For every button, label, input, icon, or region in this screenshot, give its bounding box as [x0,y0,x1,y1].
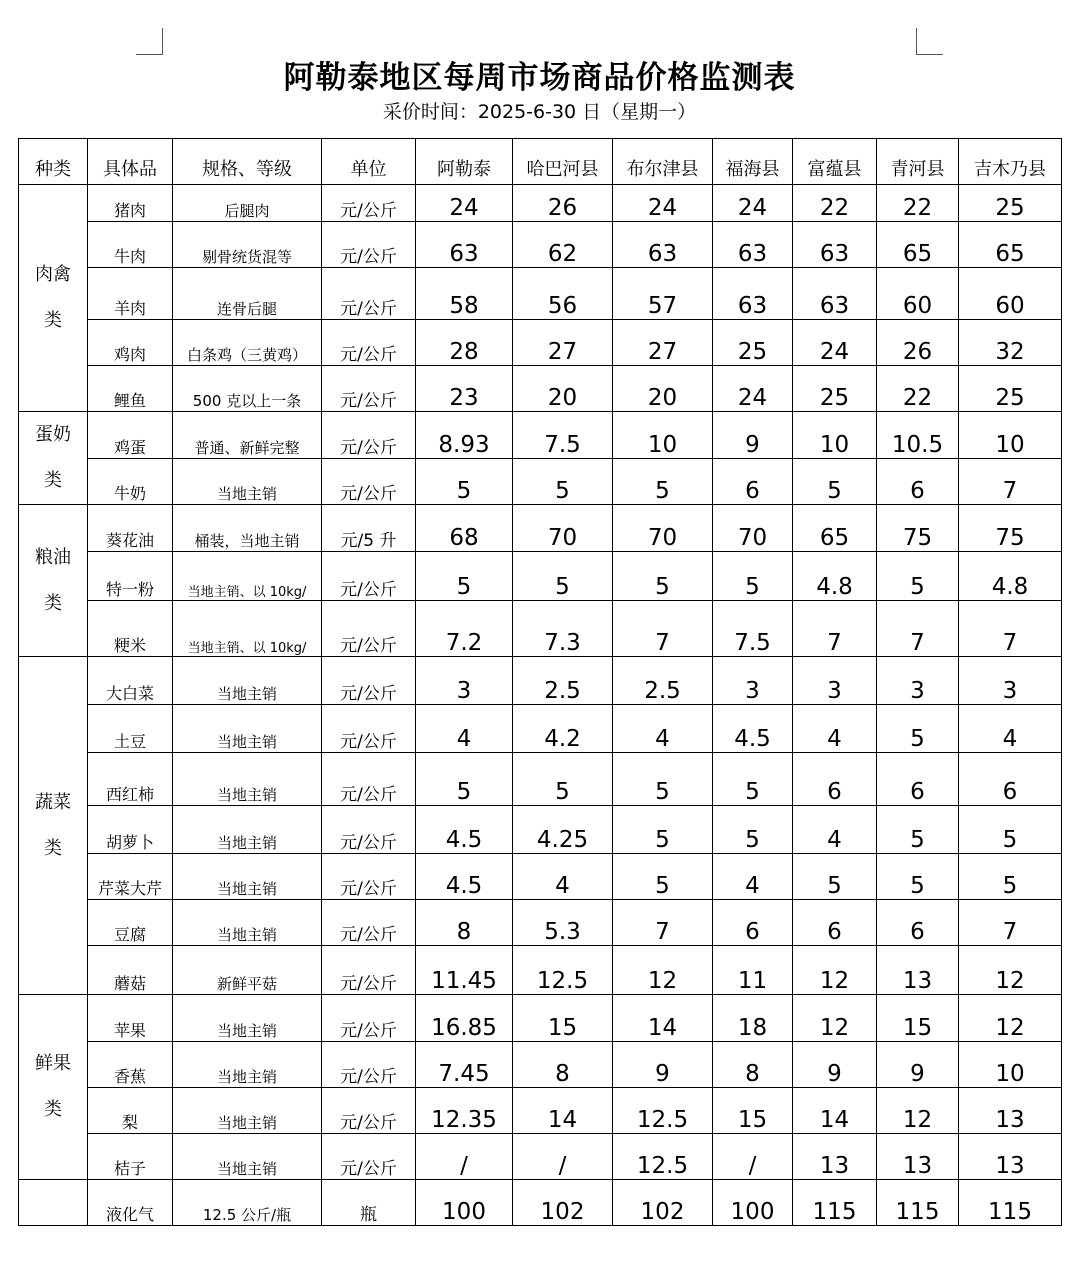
spec-cell: 当地主销 [173,995,322,1042]
column-header: 吉木乃县 [959,139,1062,185]
price-cell: 102 [513,1180,613,1226]
price-cell: 6 [877,458,959,505]
table-row [19,552,1062,601]
price-cell: 6 [713,900,793,946]
unit-cell: 元/公斤 [322,900,416,946]
item-name-cell: 大白菜 [88,657,173,705]
price-cell: 115 [959,1180,1062,1226]
unit-cell: 元/公斤 [322,185,416,222]
price-cell: 7 [613,601,713,657]
price-cell: 63 [713,268,793,320]
unit-cell: 元/公斤 [322,1134,416,1180]
price-cell: 4 [613,705,713,753]
price-cell: 16.85 [416,995,513,1042]
category-label-line: 蛋奶 [35,424,71,445]
price-cell: 15 [513,995,613,1042]
price-cell: 5 [513,458,613,505]
price-cell: 6 [959,753,1062,806]
unit-cell: 元/公斤 [322,222,416,268]
item-name-cell: 芹菜大芹 [88,854,173,900]
price-cell: 25 [793,366,877,412]
category-cell [19,995,88,1180]
price-cell: 5 [877,705,959,753]
column-header: 哈巴河县 [513,139,613,185]
price-cell: 6 [713,458,793,505]
price-cell: 4 [713,854,793,900]
price-cell: 9 [613,1042,713,1088]
unit-cell: 元/公斤 [322,552,416,601]
price-cell: 56 [513,268,613,320]
price-cell: 22 [793,185,877,222]
table-row [19,657,1062,705]
price-cell: 32 [959,320,1062,366]
price-cell: 5 [713,806,793,854]
item-name-cell: 胡萝卜 [88,806,173,854]
unit-cell: 元/公斤 [322,657,416,705]
spec-cell: 当地主销 [173,458,322,505]
item-name-cell: 桔子 [88,1134,173,1180]
price-cell: 24 [416,185,513,222]
price-cell: 5 [513,753,613,806]
price-cell: 100 [713,1180,793,1226]
price-cell: 27 [513,320,613,366]
price-cell: 5 [613,552,713,601]
price-cell: 70 [713,505,793,552]
price-cell: 10 [793,412,877,459]
price-cell: 12 [959,995,1062,1042]
category-cell [19,412,88,505]
price-cell: 13 [793,1134,877,1180]
price-cell: 3 [713,657,793,705]
table-row [19,1088,1062,1134]
price-cell: 2.5 [513,657,613,705]
price-cell: 7.2 [416,601,513,657]
spec-cell: 当地主销 [173,1088,322,1134]
price-cell: 12 [959,946,1062,995]
price-cell: 5 [613,458,713,505]
category-cell [19,657,88,995]
table-row [19,1180,1062,1226]
price-cell: 13 [877,1134,959,1180]
price-cell: 8 [416,900,513,946]
table-row [19,1134,1062,1180]
table-row [19,900,1062,946]
spec-cell: 连骨后腿 [173,268,322,320]
price-cell: 24 [713,366,793,412]
unit-cell: 元/公斤 [322,601,416,657]
category-label-line: 肉禽 [35,264,71,285]
column-header: 阿勒泰 [416,139,513,185]
price-cell: / [713,1134,793,1180]
price-cell: 22 [877,366,959,412]
table-row [19,1042,1062,1088]
spec-cell: 桶装，当地主销 [173,505,322,552]
price-cell: 12.5 [513,946,613,995]
price-cell: 22 [877,185,959,222]
price-cell: 13 [959,1088,1062,1134]
price-cell: 11.45 [416,946,513,995]
page-corner-mark-left [136,28,163,55]
price-cell: 28 [416,320,513,366]
price-cell: 7 [877,601,959,657]
item-name-cell: 豆腐 [88,900,173,946]
table-row [19,268,1062,320]
price-cell: 57 [613,268,713,320]
price-cell: 4 [959,705,1062,753]
category-label-line: 粮油 [35,546,71,568]
price-cell: 63 [613,222,713,268]
price-cell: 7 [793,601,877,657]
page-corner-mark-right [916,28,943,55]
table-row [19,320,1062,366]
category-label-line: 鲜果 [35,1053,71,1074]
price-cell: 63 [793,222,877,268]
category-cell [19,1180,88,1226]
column-header: 单位 [322,139,416,185]
price-cell: 3 [959,657,1062,705]
price-cell: 26 [513,185,613,222]
price-cell: 6 [877,753,959,806]
table-row [19,946,1062,995]
price-cell: 4 [416,705,513,753]
price-cell: 5 [416,552,513,601]
table-header-row [19,139,1062,185]
item-name-cell: 西红柿 [88,753,173,806]
spec-cell: 当地主销、以 10kg/ [173,552,322,601]
price-cell: 70 [513,505,613,552]
item-name-cell: 牛奶 [88,458,173,505]
price-cell: 115 [877,1180,959,1226]
item-name-cell: 梨 [88,1088,173,1134]
price-cell: 26 [877,320,959,366]
spec-cell: 当地主销 [173,806,322,854]
price-cell: 4.8 [793,552,877,601]
spec-cell: 新鲜平菇 [173,946,322,995]
table-row [19,412,1062,459]
price-cell: 5 [613,854,713,900]
category-label-line: 类 [44,310,62,331]
table-row [19,854,1062,900]
unit-cell: 元/公斤 [322,995,416,1042]
spec-cell: 当地主销 [173,705,322,753]
item-name-cell: 特一粉 [88,552,173,601]
unit-cell: 元/公斤 [322,412,416,459]
item-name-cell: 鸡肉 [88,320,173,366]
unit-cell: 元/公斤 [322,1042,416,1088]
category-cell [19,185,88,412]
price-cell: 4 [793,705,877,753]
price-cell: 9 [713,412,793,459]
price-table [18,138,1062,1226]
price-cell: 10.5 [877,412,959,459]
item-name-cell: 液化气 [88,1180,173,1226]
price-cell: 12 [613,946,713,995]
table-row [19,806,1062,854]
price-cell: 10 [959,1042,1062,1088]
price-cell: 24 [793,320,877,366]
price-cell: 5 [416,753,513,806]
price-cell: 11 [713,946,793,995]
price-cell: 7 [959,601,1062,657]
unit-cell: 元/公斤 [322,705,416,753]
price-cell: 7 [959,458,1062,505]
price-cell: 62 [513,222,613,268]
unit-cell: 元/公斤 [322,366,416,412]
item-name-cell: 香蕉 [88,1042,173,1088]
price-cell: 27 [613,320,713,366]
price-cell: 4 [793,806,877,854]
table-row [19,995,1062,1042]
item-name-cell: 葵花油 [88,505,173,552]
item-name-cell: 猪肉 [88,185,173,222]
price-cell: 58 [416,268,513,320]
price-cell: 75 [877,505,959,552]
price-cell: 20 [613,366,713,412]
table-row [19,366,1062,412]
price-cell: 63 [416,222,513,268]
price-cell: 4.8 [959,552,1062,601]
spec-cell: 500 克以上一条 [173,366,322,412]
price-cell: 75 [959,505,1062,552]
category-label-line: 类 [44,470,62,491]
price-cell: 24 [613,185,713,222]
price-cell: 15 [713,1088,793,1134]
table-row [19,458,1062,505]
item-name-cell: 蘑菇 [88,946,173,995]
spec-cell: 当地主销 [173,753,322,806]
price-cell: 68 [416,505,513,552]
unit-cell: 元/5 升 [322,505,416,552]
item-name-cell: 鸡蛋 [88,412,173,459]
table-row [19,601,1062,657]
price-cell: 6 [877,900,959,946]
table-row [19,222,1062,268]
price-cell: 5 [877,552,959,601]
price-cell: 5 [513,552,613,601]
price-cell: 12 [877,1088,959,1134]
price-cell: 9 [793,1042,877,1088]
item-name-cell: 鲤鱼 [88,366,173,412]
price-cell: 5 [793,854,877,900]
category-label-line: 类 [44,1099,62,1120]
unit-cell: 瓶 [322,1180,416,1226]
price-cell: 7.5 [713,601,793,657]
price-cell: 100 [416,1180,513,1226]
spec-cell: 当地主销、以 10kg/ [173,601,322,657]
price-cell: 7 [613,900,713,946]
price-cell: 13 [877,946,959,995]
price-cell: 115 [793,1180,877,1226]
price-cell: 65 [959,222,1062,268]
price-cell: 5 [877,806,959,854]
unit-cell: 元/公斤 [322,1088,416,1134]
unit-cell: 元/公斤 [322,458,416,505]
spec-cell: 普通、新鲜完整 [173,412,322,459]
unit-cell: 元/公斤 [322,268,416,320]
price-cell: 63 [793,268,877,320]
item-name-cell: 苹果 [88,995,173,1042]
price-cell: 25 [959,185,1062,222]
unit-cell: 元/公斤 [322,854,416,900]
spec-cell: 12.5 公斤/瓶 [173,1180,322,1226]
document-title: 阿勒泰地区每周市场商品价格监测表 [283,60,796,96]
price-cell: 8 [513,1042,613,1088]
table-body [19,185,1062,1226]
price-cell: 5 [959,806,1062,854]
price-cell: 6 [793,900,877,946]
price-cell: 70 [613,505,713,552]
price-cell: 4.2 [513,705,613,753]
price-cell: 7.45 [416,1042,513,1088]
price-cell: 4.5 [416,806,513,854]
price-cell: 23 [416,366,513,412]
price-cell: 2.5 [613,657,713,705]
price-cell: 5 [713,552,793,601]
table-row [19,753,1062,806]
price-cell: 5 [959,854,1062,900]
unit-cell: 元/公斤 [322,806,416,854]
price-cell: 12 [793,995,877,1042]
price-cell: 10 [613,412,713,459]
price-cell: 4 [513,854,613,900]
unit-cell: 元/公斤 [322,946,416,995]
column-header: 具体品 [88,139,173,185]
price-cell: 24 [713,185,793,222]
price-cell: 5 [877,854,959,900]
spec-cell: 当地主销 [173,900,322,946]
price-cell: 4.5 [713,705,793,753]
price-cell: 65 [793,505,877,552]
spec-cell: 后腿肉 [173,185,322,222]
price-cell: 14 [793,1088,877,1134]
price-cell: 102 [613,1180,713,1226]
price-cell: 8.93 [416,412,513,459]
unit-cell: 元/公斤 [322,753,416,806]
price-cell: 25 [959,366,1062,412]
price-cell: / [416,1134,513,1180]
item-name-cell: 羊肉 [88,268,173,320]
category-label-line: 类 [44,592,62,614]
price-cell: 18 [713,995,793,1042]
price-cell: 3 [793,657,877,705]
price-cell: 20 [513,366,613,412]
price-cell: / [513,1134,613,1180]
price-cell: 7.3 [513,601,613,657]
spec-cell: 白条鸡（三黄鸡） [173,320,322,366]
price-cell: 60 [877,268,959,320]
price-cell: 5 [793,458,877,505]
price-cell: 12 [793,946,877,995]
category-label-line: 蔬菜 [35,791,71,813]
price-cell: 12.35 [416,1088,513,1134]
price-cell: 65 [877,222,959,268]
column-header: 青河县 [877,139,959,185]
category-label-line: 类 [44,837,62,859]
category-cell [19,505,88,657]
table-row [19,505,1062,552]
table-row [19,185,1062,222]
price-cell: 12.5 [613,1134,713,1180]
price-cell: 25 [713,320,793,366]
price-cell: 3 [877,657,959,705]
unit-cell: 元/公斤 [322,320,416,366]
price-cell: 5 [613,806,713,854]
column-header: 规格、等级 [173,139,322,185]
table-row [19,705,1062,753]
price-cell: 14 [513,1088,613,1134]
spec-cell: 当地主销 [173,1042,322,1088]
price-cell: 15 [877,995,959,1042]
price-cell: 5 [713,753,793,806]
price-cell: 10 [959,412,1062,459]
spec-cell: 剔骨统货混等 [173,222,322,268]
price-cell: 9 [877,1042,959,1088]
price-cell: 13 [959,1134,1062,1180]
price-cell: 60 [959,268,1062,320]
price-cell: 5.3 [513,900,613,946]
price-cell: 3 [416,657,513,705]
price-cell: 14 [613,995,713,1042]
item-name-cell: 粳米 [88,601,173,657]
item-name-cell: 牛肉 [88,222,173,268]
price-cell: 8 [713,1042,793,1088]
price-cell: 4.5 [416,854,513,900]
price-cell: 4.25 [513,806,613,854]
price-cell: 6 [793,753,877,806]
column-header: 福海县 [713,139,793,185]
column-header: 富蕴县 [793,139,877,185]
item-name-cell: 土豆 [88,705,173,753]
price-cell: 12.5 [613,1088,713,1134]
spec-cell: 当地主销 [173,1134,322,1180]
spec-cell: 当地主销 [173,854,322,900]
price-cell: 7.5 [513,412,613,459]
column-header: 布尔津县 [613,139,713,185]
column-header: 种类 [19,139,88,185]
spec-cell: 当地主销 [173,657,322,705]
price-cell: 5 [613,753,713,806]
document-subtitle: 采价时间：2025-6-30 日（星期一） [382,101,697,123]
price-cell: 5 [416,458,513,505]
price-cell: 7 [959,900,1062,946]
price-cell: 63 [713,222,793,268]
